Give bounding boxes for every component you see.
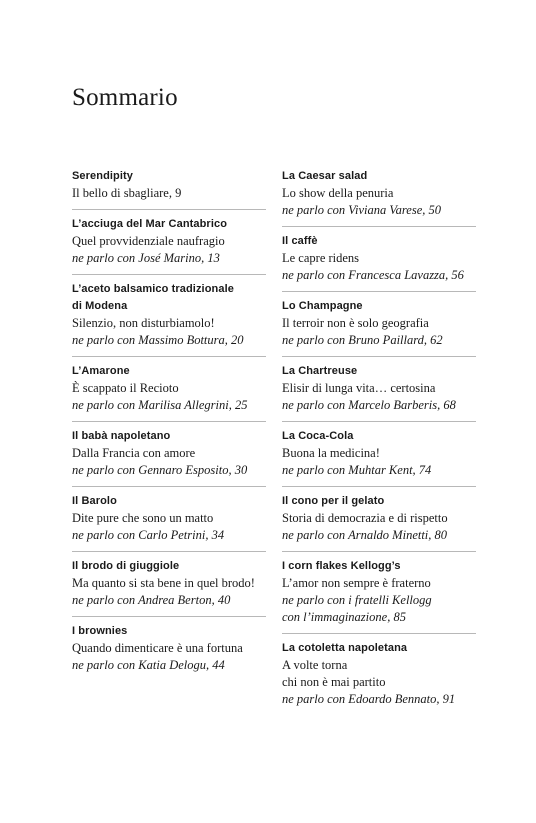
entry-subtitle: Dalla Francia con amore	[72, 446, 196, 460]
entry-subtitle: A volte torna	[282, 658, 348, 672]
entry-subtitle: Il terroir non è solo geografia	[282, 316, 429, 330]
entry-subtitle: Dite pure che sono un matto	[72, 511, 214, 525]
entry-interview: ne parlo con Andrea Berton, 40	[72, 593, 231, 607]
entry-heading: L’acciuga del Mar Cantabrico	[72, 218, 228, 230]
entry-interview: ne parlo con José Marino, 13	[72, 251, 220, 265]
toc-entry	[282, 233, 476, 292]
toc-entry	[282, 558, 476, 634]
toc-entry	[282, 493, 476, 552]
entry-subtitle: Lo show della penuria	[282, 186, 394, 200]
toc-entry	[72, 281, 266, 357]
toc-entry	[282, 168, 476, 227]
toc-entry	[282, 640, 476, 715]
entry-interview: ne parlo con Viviana Varese, 50	[282, 203, 441, 217]
entry-subtitle: Le capre ridens	[282, 251, 360, 265]
entry-heading: Serendipity	[72, 170, 134, 182]
entry-heading: I corn flakes Kellogg’s	[282, 560, 401, 572]
entry-heading: di Modena	[72, 300, 128, 312]
entry-heading: La Caesar salad	[282, 170, 368, 182]
entry-subtitle: È scappato il Recioto	[72, 381, 179, 395]
entry-interview: ne parlo con Massimo Bottura, 20	[72, 333, 244, 347]
entry-interview: ne parlo con Marilisa Allegrini, 25	[72, 398, 248, 412]
entry-interview: ne parlo con Arnaldo Minetti, 80	[282, 528, 448, 542]
page-title: Sommario	[72, 84, 178, 111]
entry-heading: Il brodo di giuggiole	[72, 560, 180, 572]
entry-heading: Il cono per il gelato	[282, 495, 385, 507]
toc-entry	[72, 558, 266, 617]
toc-column-right	[282, 168, 476, 721]
entry-subtitle: Ma quanto si sta bene in quel brodo!	[72, 576, 255, 590]
toc-entry	[72, 493, 266, 552]
toc-entry	[72, 363, 266, 422]
toc-entry	[282, 363, 476, 422]
entry-heading: I brownies	[72, 625, 128, 637]
entry-subtitle: Quando dimenticare è una fortuna	[72, 641, 243, 655]
entry-subtitle: L’amor non sempre è fraterno	[282, 576, 431, 590]
entry-subtitle: Buona la medicina!	[282, 446, 380, 460]
entry-interview: ne parlo con Katia Delogu, 44	[72, 658, 225, 672]
entry-subtitle: chi non è mai partito	[282, 675, 386, 689]
entry-interview: ne parlo con Carlo Petrini, 34	[72, 528, 225, 542]
toc-column-left	[72, 168, 266, 687]
entry-interview: ne parlo con Francesca Lavazza, 56	[282, 268, 464, 282]
entry-subtitle: Il bello di sbagliare, 9	[72, 186, 182, 200]
entry-interview: ne parlo con Gennaro Esposito, 30	[72, 463, 248, 477]
entry-heading: Lo Champagne	[282, 300, 363, 312]
entry-heading: La cotoletta napoletana	[282, 642, 408, 654]
entry-interview: ne parlo con Muhtar Kent, 74	[282, 463, 432, 477]
toc-entry	[72, 428, 266, 487]
entry-heading: La Coca-Cola	[282, 430, 354, 442]
toc-entry	[282, 428, 476, 487]
toc-entry	[72, 168, 266, 210]
entry-heading: Il Barolo	[72, 495, 117, 507]
entry-interview: ne parlo con i fratelli Kellogg	[282, 593, 432, 607]
toc-entry	[282, 298, 476, 357]
entry-interview: con l’immaginazione, 85	[282, 610, 406, 624]
entry-heading: Il babà napoletano	[72, 430, 171, 442]
entry-interview: ne parlo con Edoardo Bennato, 91	[282, 692, 456, 706]
entry-heading: La Chartreuse	[282, 365, 358, 377]
entry-subtitle: Quel provvidenziale naufragio	[72, 234, 225, 248]
toc-entry	[72, 623, 266, 681]
entry-subtitle: Elisir di lunga vita… certosina	[282, 381, 436, 395]
entry-subtitle: Storia di democrazia e di rispetto	[282, 511, 448, 525]
entry-interview: ne parlo con Bruno Paillard, 62	[282, 333, 443, 347]
entry-heading: L’Amarone	[72, 365, 130, 377]
toc-entry	[72, 216, 266, 275]
entry-heading: L’aceto balsamico tradizionale	[72, 283, 234, 295]
entry-subtitle: Silenzio, non disturbiamolo!	[72, 316, 215, 330]
entry-heading: Il caffè	[282, 235, 318, 247]
entry-interview: ne parlo con Marcelo Barberis, 68	[282, 398, 456, 412]
